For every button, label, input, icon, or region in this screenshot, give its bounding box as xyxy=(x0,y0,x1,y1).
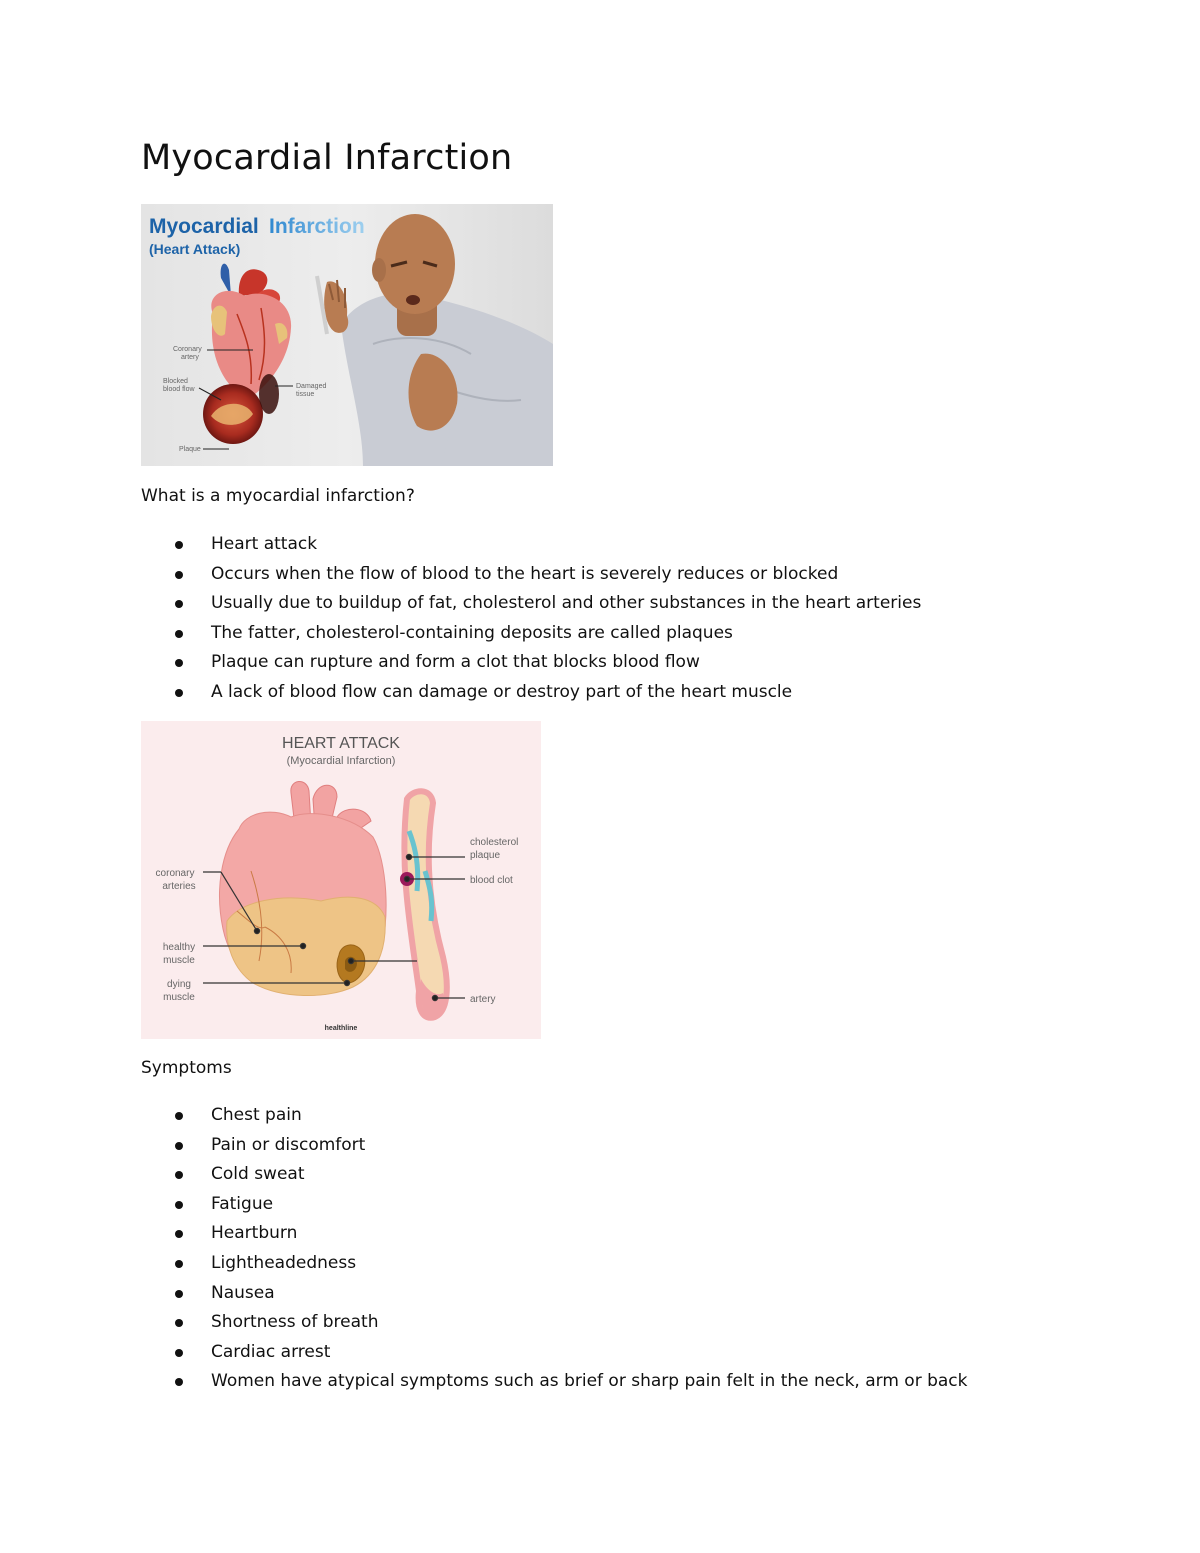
list-item-text: Lightheadedness xyxy=(211,1252,357,1273)
label-artery: artery xyxy=(181,354,199,361)
label-artery: artery xyxy=(470,994,496,1005)
document-title: Myocardial Infarction xyxy=(141,138,513,178)
bullet-icon xyxy=(175,600,183,608)
figure2-title: HEART ATTACK xyxy=(282,735,400,752)
symptoms-heading: Symptoms xyxy=(141,1058,232,1078)
list-item xyxy=(0,1338,968,1368)
bullet-icon xyxy=(175,1319,183,1327)
label-plaque: plaque xyxy=(470,850,501,861)
list-item xyxy=(0,1101,968,1131)
list-item-text: Usually due to buildup of fat, cholesterol and other substances in the heart arteries xyxy=(211,593,922,614)
bullet-icon xyxy=(175,659,183,667)
list-item xyxy=(0,619,921,649)
bullet-icon xyxy=(175,1260,183,1268)
label-coronary: Coronary xyxy=(173,346,202,353)
figure1-title-part1: Myocardial xyxy=(149,215,259,238)
list-item xyxy=(0,530,921,560)
heart-attack-diagram xyxy=(141,721,541,1039)
label-blood-clot: blood clot xyxy=(470,875,513,886)
list-item-text: The fatter, cholesterol-containing deposits are called plaques xyxy=(211,622,733,643)
label-plaque: Plaque xyxy=(179,446,201,453)
list-item xyxy=(0,1219,968,1249)
list-item xyxy=(0,1249,968,1279)
bullet-icon xyxy=(175,1142,183,1150)
bullet-icon xyxy=(175,1290,183,1298)
label-healthy: healthy xyxy=(162,942,196,953)
figure1-subtitle: (Heart Attack) xyxy=(149,241,241,257)
symptoms-list xyxy=(0,1101,968,1397)
list-item-text: Cardiac arrest xyxy=(211,1341,331,1362)
bullet-icon xyxy=(175,1378,183,1386)
bullet-icon xyxy=(175,630,183,638)
label-damaged: Damaged xyxy=(296,383,327,390)
list-item-text: Plaque can rupture and form a clot that blocks blood flow xyxy=(211,652,700,673)
list-item-text: Heart attack xyxy=(211,534,318,554)
list-item-text: Shortness of breath xyxy=(211,1312,379,1333)
list-item-text: Women have atypical symptoms such as brief or sharp pain felt in the neck, arm or back xyxy=(211,1371,968,1392)
label-muscle-healthy: muscle xyxy=(163,955,195,966)
list-item xyxy=(0,560,921,590)
list-item-text: Fatigue xyxy=(211,1193,274,1214)
bullet-icon xyxy=(175,1171,183,1179)
label-coronary: coronary xyxy=(155,868,195,879)
bullet-icon xyxy=(175,1230,183,1238)
list-item-text: Pain or discomfort xyxy=(211,1134,366,1155)
bullet-icon xyxy=(175,571,183,579)
list-item-text: Occurs when the flow of blood to the heart is severely reduces or blocked xyxy=(211,563,839,584)
brand-logo: healthline xyxy=(324,1025,358,1032)
label-muscle-dying: muscle xyxy=(163,992,195,1003)
list-item-text: Nausea xyxy=(211,1282,275,1303)
bullet-icon xyxy=(175,689,183,697)
figure1-title-part2: Infarction xyxy=(269,215,365,238)
list-item xyxy=(0,678,921,708)
list-item-text: Chest pain xyxy=(211,1105,302,1125)
heart-attack-illustration xyxy=(141,204,553,466)
label-blocked: Blocked xyxy=(163,378,188,385)
label-arteries: arteries xyxy=(162,881,196,892)
label-dying: dying xyxy=(167,979,191,990)
bullet-icon xyxy=(175,541,183,549)
list-item-text: Cold sweat xyxy=(211,1164,305,1185)
list-item xyxy=(0,648,921,678)
bullet-icon xyxy=(175,1349,183,1357)
label-cholesterol: cholesterol xyxy=(470,837,519,848)
list-item-text: A lack of blood flow can damage or destroy part of the heart muscle xyxy=(211,681,793,702)
definition-list xyxy=(0,530,921,708)
bullet-icon xyxy=(175,1201,183,1209)
list-item xyxy=(0,1131,968,1161)
list-item xyxy=(0,1160,968,1190)
list-item xyxy=(0,1190,968,1220)
list-item xyxy=(0,589,921,619)
label-tissue: tissue xyxy=(296,391,315,398)
definition-question: What is a myocardial infarction? xyxy=(141,486,415,506)
list-item-text: Heartburn xyxy=(211,1223,298,1244)
figure2-subtitle: (Myocardial Infarction) xyxy=(286,755,396,767)
list-item xyxy=(0,1367,968,1397)
bullet-icon xyxy=(175,1112,183,1120)
list-item xyxy=(0,1308,968,1338)
label-blood-flow: blood flow xyxy=(163,386,195,393)
list-item xyxy=(0,1279,968,1309)
